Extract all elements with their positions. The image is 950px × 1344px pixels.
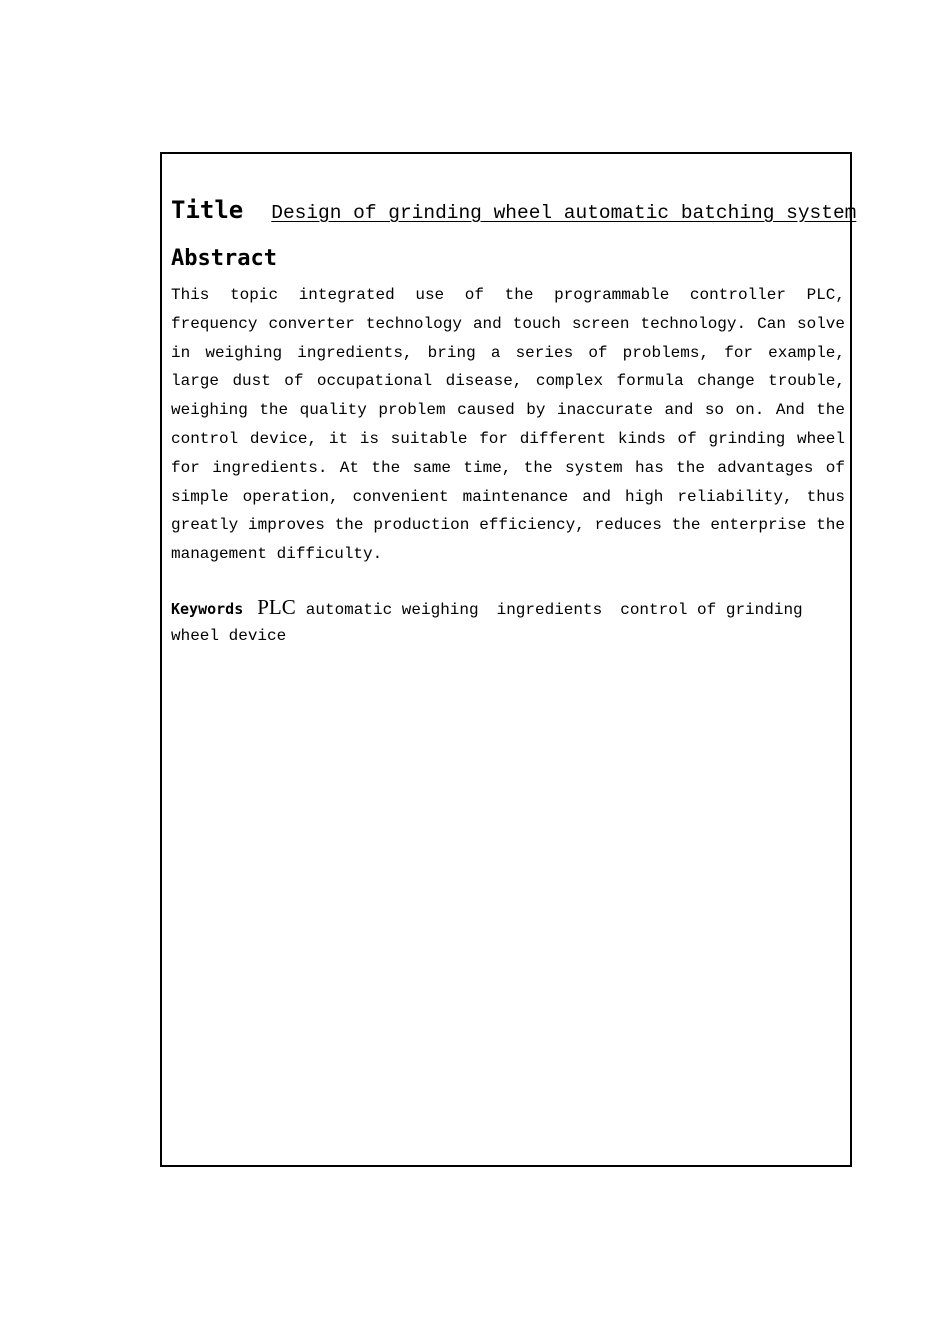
abstract-body: This topic integrated use of the programmable controller PLC, frequency converter technology and touch screen technology. Can solve in weighing ingredients, bring a series of problems, for example, large dust of occupational disease, complex formula change trouble, weighing the quality problem caused by inaccurate and so on. And the control device, it is suitable for different kinds of grinding wheel for ingredients. At the same time, the system has the advantages of simple operation, convenient maintenance and high reliability, thus greatly improves the production efficiency, reduces the enterprise the management difficulty. — [171, 286, 845, 564]
abstract-heading: Abstract — [171, 246, 277, 271]
keywords-line — [171, 594, 831, 649]
keyword-item: control of grinding wheel device — [171, 601, 803, 645]
title-row — [171, 196, 857, 228]
keyword-item: ingredients — [496, 601, 603, 619]
document-title: Design of grinding wheel automatic batching system — [271, 202, 857, 224]
keyword-item: automatic weighing — [305, 601, 479, 619]
keyword-item: PLC — [257, 595, 296, 619]
title-label: Title — [171, 196, 244, 224]
abstract-page-frame — [160, 152, 857, 1167]
keywords-label: Keywords — [171, 600, 244, 618]
